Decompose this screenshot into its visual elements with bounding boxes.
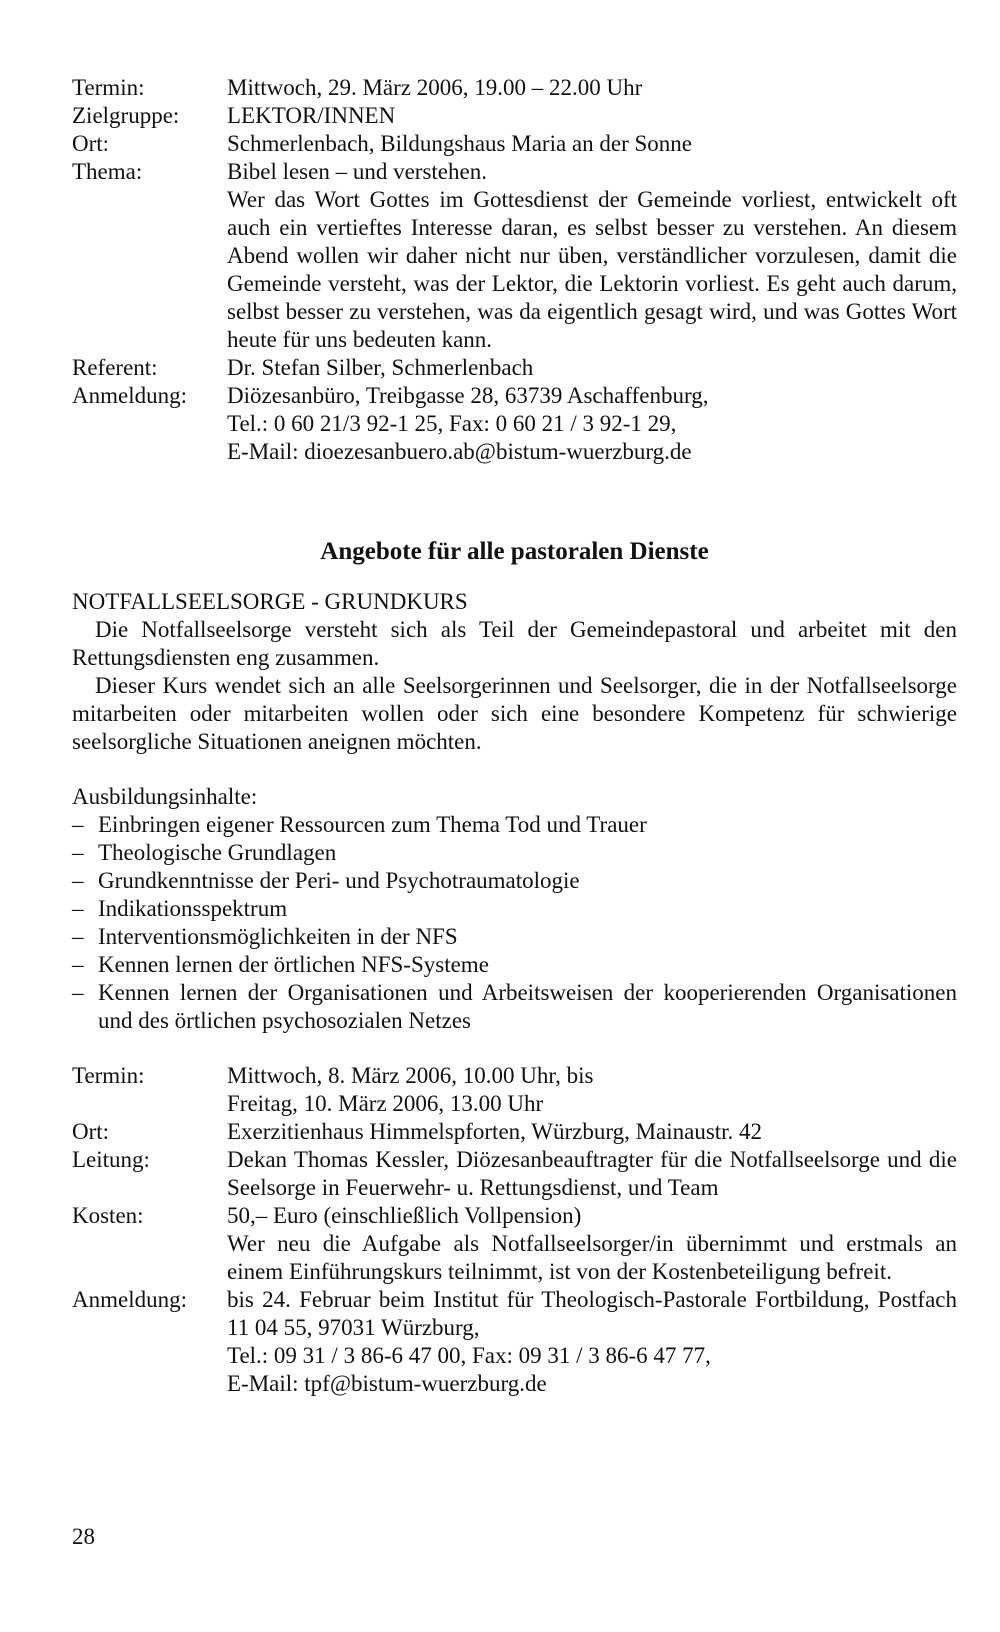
- list-item: – Theologische Grundlagen: [72, 840, 337, 865]
- termin-label: Termin:: [72, 1063, 145, 1088]
- section-heading: Angebote für alle pastoralen Dienste: [320, 538, 709, 565]
- ort-label: Ort:: [72, 131, 110, 156]
- list-item: – Einbringen eigener Ressourcen zum Thema Tod und Trauer: [72, 812, 647, 837]
- kosten-value: [227, 1202, 957, 1286]
- termin-value: [227, 1062, 957, 1118]
- zielgruppe-label: Zielgruppe:: [72, 103, 180, 128]
- thema-value: [227, 158, 957, 354]
- page-number: 28: [72, 1524, 95, 1549]
- termin-value: Mittwoch, 29. März 2006, 19.00 – 22.00 Uhr: [227, 75, 643, 100]
- anmeldung-phone: Tel.: 0 60 21/3 92-1 25, Fax: 0 60 21 / 3 92-1 29,: [227, 411, 677, 436]
- event1-zielgruppe: [72, 102, 957, 130]
- kosten-label: Kosten:: [72, 1203, 144, 1228]
- list-item: – Grundkenntnisse der Peri- und Psychotraumatologie: [72, 868, 580, 893]
- event2-termin: [72, 1062, 957, 1118]
- termin-end: Freitag, 10. März 2006, 13.00 Uhr: [227, 1091, 544, 1116]
- thema-label: Thema:: [72, 159, 143, 184]
- event2-anmeldung: [72, 1286, 957, 1398]
- referent-label: Referent:: [72, 355, 158, 380]
- ort-value: Exerzitienhaus Himmelspforten, Würzburg, Mainaustr. 42: [227, 1119, 763, 1144]
- referent-value: Dr. Stefan Silber, Schmerlenbach: [227, 355, 534, 380]
- event2-leitung: [72, 1146, 957, 1202]
- leitung-value: Dekan Thomas Kessler, Diözesanbeauftragter für die Notfallseelsorge und die Seelsorge in Feuerwehr- u. Rettungsdienst, und Team: [227, 1147, 957, 1200]
- ort-label: Ort:: [72, 1119, 110, 1144]
- course-paragraph: Die Notfallseelsorge versteht sich als Teil der Gemeindepastoral und arbeitet mit den Rettungsdiensten eng zusammen.: [72, 617, 957, 670]
- anmeldung-value: [227, 1286, 957, 1398]
- list-item: – Interventionsmöglichkeiten in der NFS: [72, 924, 458, 949]
- event1-termin: [72, 74, 957, 102]
- ort-value: Schmerlenbach, Bildungshaus Maria an der Sonne: [227, 131, 692, 156]
- kosten-amount: 50,– Euro (einschließlich Vollpension): [227, 1203, 582, 1228]
- anmeldung-email: E-Mail: dioezesanbuero.ab@bistum-wuerzburg.de: [227, 439, 692, 464]
- event1-block: [72, 74, 957, 466]
- course-paragraph: Dieser Kurs wendet sich an alle Seelsorgerinnen und Seelsorger, die in der Notfallseelsorge mitarbeiten oder mitarbeiten wollen oder sich eine besondere Kompetenz für schwierige seelsorgliche Situationen aneignen möchten.: [72, 673, 957, 754]
- anmeldung-label: Anmeldung:: [72, 1287, 187, 1312]
- course-block: [72, 588, 957, 1035]
- list-item: – Kennen lernen der Organisationen und Arbeitsweisen der kooperierenden Organisationen und des örtlichen psychosozialen Netzes: [72, 980, 957, 1033]
- event1-thema: [72, 158, 957, 354]
- thema-text: Wer das Wort Gottes im Gottesdienst der Gemeinde vorliest, entwickelt oft auch ein vertieftes Interesse daran, es selbst besser zu verstehen. An diesem Abend wollen wir daher nicht nur üben, verständlicher vorzulesen, damit die Gemeinde versteht, was der Lektor, die Lektorin vorliest. Es geht auch darum, selbst besser zu verstehen, was da eigentlich gesagt wird, und was Gottes Wort heute für uns bedeuten kann.: [227, 187, 957, 352]
- zielgruppe-value: LEKTOR/INNEN: [227, 103, 396, 128]
- anmeldung-address: bis 24. Februar beim Institut für Theologisch-Pastorale Fortbildung, Postfach 11 04 55, 97031 Würzburg,: [227, 1287, 957, 1340]
- page-content: [72, 74, 957, 1398]
- course-title: NOTFALLSEELSORGE - GRUNDKURS: [72, 589, 468, 614]
- kosten-note: Wer neu die Aufgabe als Notfallseelsorger/in übernimmt und erstmals an einem Einführungskurs teilnimmt, ist von der Kostenbeteiligung befreit.: [227, 1231, 957, 1284]
- contents-list: [72, 811, 957, 1035]
- event2-kosten: [72, 1202, 957, 1286]
- event2-ort: [72, 1118, 957, 1146]
- termin-start: Mittwoch, 8. März 2006, 10.00 Uhr, bis: [227, 1063, 594, 1088]
- anmeldung-value: [227, 382, 957, 466]
- event1-referent: [72, 354, 957, 382]
- list-item: – Indikationsspektrum: [72, 896, 288, 921]
- event1-anmeldung: [72, 382, 957, 466]
- event1-ort: [72, 130, 957, 158]
- termin-label: Termin:: [72, 75, 145, 100]
- thema-title: Bibel lesen – und verstehen.: [227, 159, 487, 184]
- leitung-label: Leitung:: [72, 1147, 150, 1172]
- anmeldung-phone: Tel.: 09 31 / 3 86-6 47 00, Fax: 09 31 / 3 86-6 47 77,: [227, 1343, 711, 1368]
- list-item: – Kennen lernen der örtlichen NFS-Systeme: [72, 952, 489, 977]
- anmeldung-email: E-Mail: tpf@bistum-wuerzburg.de: [227, 1371, 547, 1396]
- anmeldung-label: Anmeldung:: [72, 383, 187, 408]
- anmeldung-address: Diözesanbüro, Treibgasse 28, 63739 Aschaffenburg,: [227, 383, 709, 408]
- contents-label: Ausbildungsinhalte:: [72, 784, 258, 809]
- event2-block: [72, 1062, 957, 1398]
